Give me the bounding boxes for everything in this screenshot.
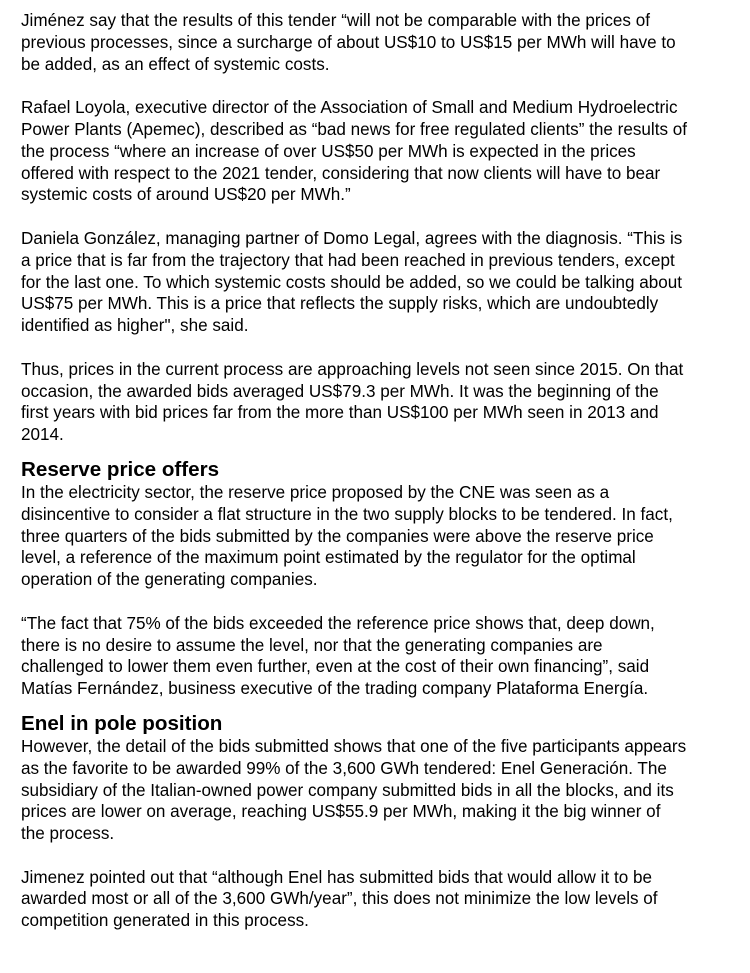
section-reserve-price-offers [21, 458, 736, 700]
section-heading-reserve-price: Reserve price offers [21, 457, 220, 481]
paragraph-enel-favorite: However, the detail of the bids submitted shows that one of the five participants appears as the favorite to be awarded 99% of the 3,600 GWh tendered: Enel Generación. The subsidiary of the Italian-owned power company submitted bids in all the blocks, and its prices are lower on average, reaching US$55.9 per MWh, making it the big winner of the process. [21, 736, 687, 844]
paragraph-reserve-price-cne: In the electricity sector, the reserve price proposed by the CNE was seen as a disincentive to consider a flat structure in the two supply blocks to be tendered. In fact, three quarters of the bids submitted by the companies were above the reserve price level, a reference of the maximum point estimated by the regulator for the optimal operation of the generating companies. [21, 482, 673, 590]
paragraph-jimenez-surcharge: Jiménez say that the results of this tender “will not be comparable with the prices of previous processes, since a surcharge of about US$10 to US$15 per MWh will have to be added, as an effect of systemic costs. [21, 11, 676, 74]
section-spacer [21, 446, 736, 458]
paragraph-jimenez-competition: Jimenez pointed out that “although Enel has submitted bids that would allow it to be awarded most or all of the 3,600 GWh/year”, this does not minimize the low levels of competition generated in this process. [21, 867, 658, 931]
section-heading-enel: Enel in pole position [21, 711, 223, 735]
section-enel-pole-position [21, 712, 736, 932]
paragraph-loyola-apemec: Rafael Loyola, executive director of the Association of Small and Medium Hydroelectric Power Plants (Apemec), described as “bad news for free regulated clients” the results of the process “where an increase of over US$50 per MWh is expected in the prices offered with respect to the 2021 tender, considering that now clients will have to bear systemic costs of around US$20 per MWh.” [21, 98, 688, 205]
paragraph-fernandez-quote: “The fact that 75% of the bids exceeded the reference price shows that, deep down, there is no desire to assume the level, nor that the generating companies are challenged to lower them even further, even at the cost of their own financing”, said Matías Fernández, business executive of the trading company Plataforma Energía. [21, 613, 655, 699]
paragraph-price-levels-2015: Thus, prices in the current process are approaching levels not seen since 2015. On that occasion, the awarded bids averaged US$79.3 per MWh. It was the beginning of the first years with bid prices far from the more than US$100 per MWh seen in 2013 and 2014. [21, 359, 684, 445]
section-spacer [21, 700, 736, 712]
paragraph-gonzalez-domo-legal: Daniela González, managing partner of Domo Legal, agrees with the diagnosis. “This is a price that is far from the trajectory that had been reached in previous tenders, except for the last one. To which systemic costs should be added, so we could be talking about US$75 per MWh. This is a price that reflects the supply risks, which are undoubtedly identified as higher", she said. [21, 228, 683, 336]
